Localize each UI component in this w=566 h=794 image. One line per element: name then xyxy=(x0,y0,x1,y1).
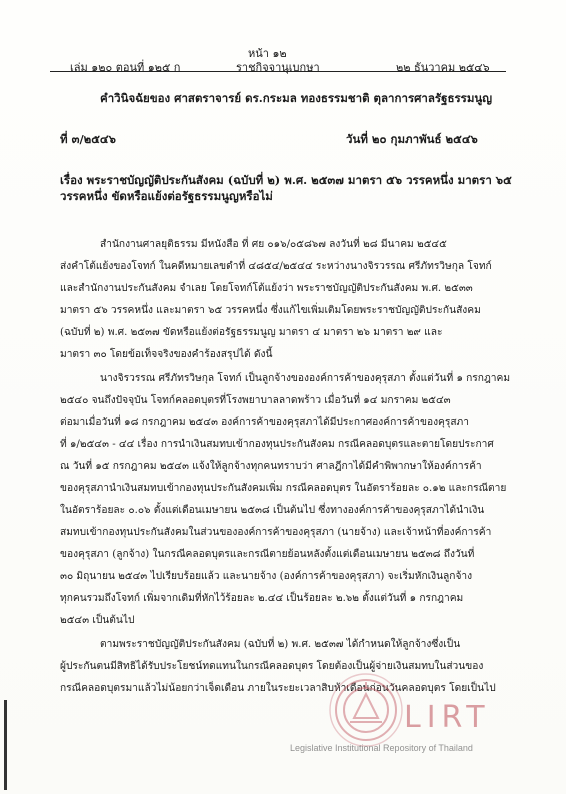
paragraph-1-line: สำนักงานศาลยุติธรรม มีหนังสือ ที่ ศย ๐๑๖/๐๕๘๖๗ ลงวันที่ ๒๘ มีนาคม ๒๕๔๕ xyxy=(100,239,447,250)
paragraph-1-line: ส่งคำโต้แย้งของโจทก์ ในคดีหมายเลขดำที่ ๔๘๕๔/๒๕๔๔ ระหว่างนางจิรวรรณ ศรีภัทรวิษกุล โจทก์ xyxy=(60,261,492,272)
paragraph-2-line: ที่ ๑/๒๕๔๓ - ๔๔ เรื่อง การนำเงินสมทบเข้ากองทุนประกันสังคม กรณีคลอดบุตรและตายโดยประกาศ xyxy=(60,439,494,450)
watermark-brand: LIRT xyxy=(404,700,491,735)
paragraph-2-line: ณ วันที่ ๑๕ กรกฎาคม ๒๕๔๓ แจ้งให้ลูกจ้างทุกคนทราบว่า ศาลฎีกาได้มีคำพิพากษาให้องค์การค้า xyxy=(60,461,482,472)
publication-date: ๒๒ ธันวาคม ๒๕๔๖ xyxy=(396,61,490,74)
paragraph-3-line: ตามพระราชบัญญัติประกันสังคม (ฉบับที่ ๒) พ.ศ. ๒๕๓๗ ได้กำหนดให้ลูกจ้างซึ่งเป็น xyxy=(100,639,461,650)
paragraph-2-line: ในอัตราร้อยละ ๐.๐๖ ตั้งแต่เดือนเมษายน ๒๕๓๘ เป็นต้นไป ซึ่งทางองค์การค้าของคุรุสภาได้นำเงิน xyxy=(60,505,485,516)
paragraph-2-line: ของคุรุสภานำเงินสมทบเข้ากองทุนประกันสังคมเพิ่ม กรณีคลอดบุตร ในอัตราร้อยละ ๐.๑๒ และกรณีตาย xyxy=(60,483,507,494)
paragraph-3-line: ผู้ประกันตนมีสิทธิได้รับประโยชน์ทดแทนในกรณีคลอดบุตร โดยต้องเป็นผู้จ่ายเงินสมทบในส่วนของ xyxy=(60,661,484,672)
ruling-number: ที่ ๓/๒๕๔๖ xyxy=(60,132,116,146)
subject-line-2: วรรคหนึ่ง ขัดหรือแย้งต่อรัฐธรรมนูญหรือไม่ xyxy=(60,189,273,203)
paragraph-1-line: มาตรา ๓๐ โดยข้อเท็จจริงของคำร้องสรุปได้ ดังนี้ xyxy=(60,349,273,360)
paragraph-2-line: ๒๕๔๓ เป็นต้นไป xyxy=(60,615,135,626)
volume-info: เล่ม ๑๒๐ ตอนที่ ๑๒๕ ก xyxy=(70,61,181,74)
paragraph-2-line: ๒๕๔๐ จนถึงปัจจุบัน โจทก์คลอดบุตรที่โรงพยาบาลลาดพร้าว เมื่อวันที่ ๑๔ มกราคม ๒๕๔๓ xyxy=(60,395,451,406)
paragraph-2-line: ๓๐ มิถุนายน ๒๕๔๓ ไปเรียบร้อยแล้ว และนายจ้าง (องค์การค้าของคุรุสภา) จะเริ่มหักเงินลูกจ้าง xyxy=(60,571,473,582)
paragraph-2-line: ของคุรุสภา (ลูกจ้าง) ในกรณีคลอดบุตรและกรณีตายย้อนหลังตั้งแต่เดือนเมษายน ๒๕๓๘ ถึงวันที่ xyxy=(60,549,475,560)
subject-line-1: เรื่อง พระราชบัญญัติประกันสังคม (ฉบับที่ ๒) พ.ศ. ๒๕๓๗ มาตรา ๕๖ วรรคหนึ่ง มาตรา ๖๕ xyxy=(60,173,512,187)
page-number: หน้า ๑๒ xyxy=(248,47,287,60)
publication-name: ราชกิจจานุเบกษา xyxy=(236,61,320,74)
paragraph-1-line: (ฉบับที่ ๒) พ.ศ. ๒๕๓๗ ขัดหรือแย้งต่อรัฐธรรมนูญ มาตรา ๔ มาตรา ๒๖ มาตรา ๒๙ และ xyxy=(60,327,443,338)
paragraph-2-line: ทุกคนรวมถึงโจทก์ เพิ่มจากเดิมที่หักไว้ร้อยละ ๒.๔๔ เป็นร้อยละ ๒.๖๒ ตั้งแต่วันที่ ๑ กรกฎาคม xyxy=(60,593,464,604)
scan-edge-mark xyxy=(4,700,7,790)
ruling-heading: คำวินิจฉัยของ ศาสตราจารย์ ดร.กระมล ทองธรรมชาติ ตุลาการศาลรัฐธรรมนูญ xyxy=(100,91,493,105)
paragraph-2-line: ต่อมาเมื่อวันที่ ๑๘ กรกฎาคม ๒๕๔๓ องค์การค้าของคุรุสภาได้มีประกาศองค์การค้าของคุรุสภา xyxy=(60,417,469,428)
paragraph-2-line: สมทบเข้ากองทุนประกันสังคมในส่วนขององค์การค้าของคุรุสภา (นายจ้าง) และเจ้าหน้าที่องค์การค้า xyxy=(60,527,492,538)
paragraph-3-line: กรณีคลอดบุตรมาแล้วไม่น้อยกว่าเจ็ดเดือน ภายในระยะเวลาสิบห้าเดือนก่อนวันคลอดบุตร โดยเป็นไป xyxy=(60,683,496,694)
header-rule xyxy=(50,71,506,72)
watermark-caption: Legislative Institutional Repository of Thailand xyxy=(290,743,473,753)
paragraph-1-line: มาตรา ๕๖ วรรคหนึ่ง และมาตรา ๖๕ วรรคหนึ่ง ซึ่งแก้ไขเพิ่มเติมโดยพระราชบัญญัติประกันสังคม xyxy=(60,305,481,316)
paragraph-2-line: นางจิรวรรณ ศรีภัทรวิษกุล โจทก์ เป็นลูกจ้างขององค์การค้าของคุรุสภา ตั้งแต่วันที่ ๑ กรกฎาคม xyxy=(100,373,511,384)
ruling-date: วันที่ ๒๐ กุมภาพันธ์ ๒๕๔๖ xyxy=(346,132,478,146)
paragraph-1-line: และสำนักงานประกันสังคม จำเลย โดยโจทก์โต้แย้งว่า พระราชบัญญัติประกันสังคม พ.ศ. ๒๕๓๓ xyxy=(60,283,473,294)
